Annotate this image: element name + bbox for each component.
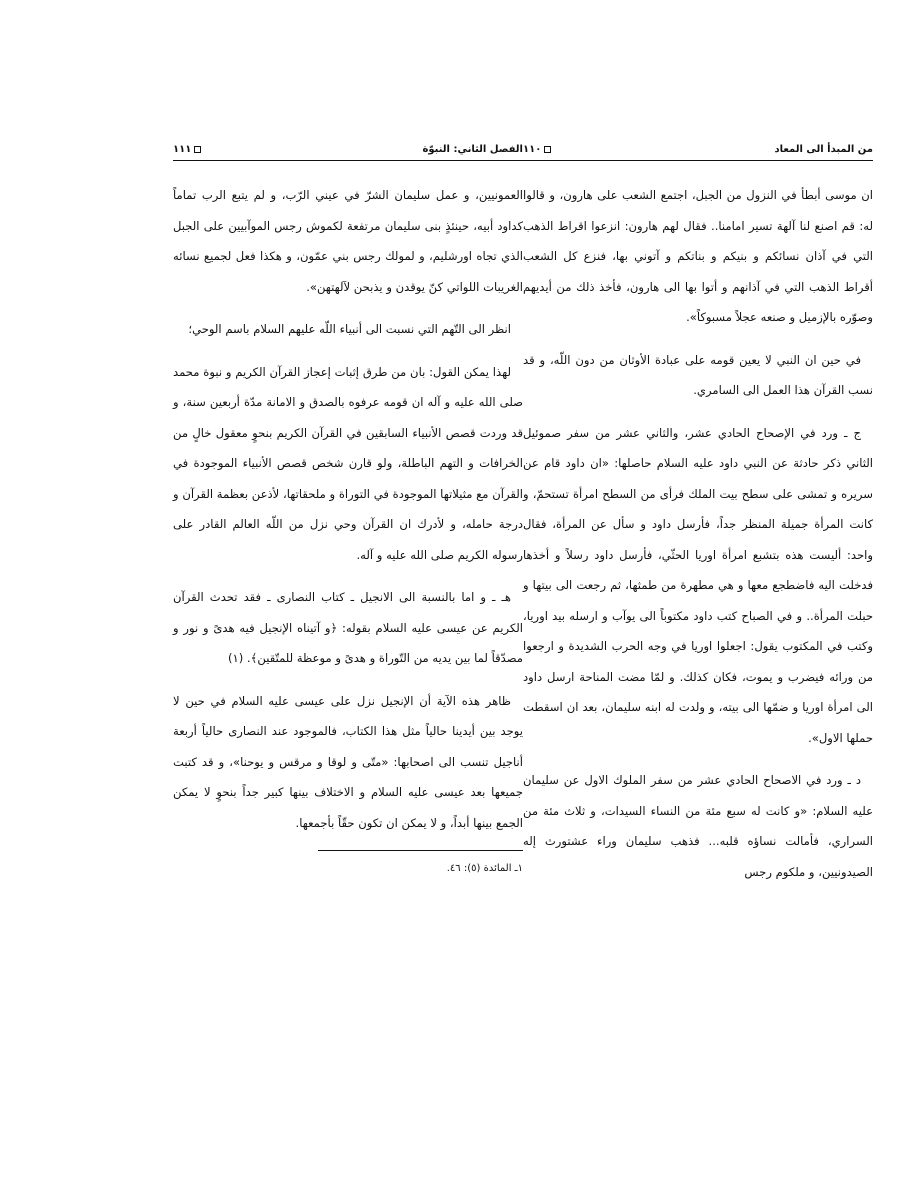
page-number-text: ۱۱۱ [173,143,192,155]
paragraph: في حين ان النبي لا يعين قومه على عبادة الأوثان من دون اللّه، و قد نسب القرآن هذا العمل الى السامري. [523,352,873,397]
page-body [173,180,523,877]
page-header [173,138,523,161]
running-header-title: من المبدأ الى المعاد [774,143,873,155]
square-ornament-icon [544,146,551,153]
page-number-text: ۱۱۰ [523,143,542,155]
paragraph: العمونيين، و عمل سليمان الشرّ في عيني الرّب، و لم يتبع الرب تماماً كداود أبيه، حينئذٍ بنى سليمان مرتفعة لكموش رجس الموآبيين على الجبل الذي تجاه اورشليم، و لمولك رجس بني عمّون، و هكذا فعل لجميع نسائه الغريبات اللواتي كنّ يوقدن و يذبحن لآلهتهن». [173,188,523,294]
page-number [173,144,201,155]
footnote-divider [318,850,523,851]
page-header [523,138,873,161]
page-body [523,180,873,887]
page-number [523,144,551,155]
paragraph: ان موسى أبطأ في النزول من الجبل، اجتمع الشعب على هارون، و قالوا له: قم اصنع لنا آلهة تسير امامنا.. فقال لهم هارون: انزعوا اقراط الذهب التي في آذان نسائكم و بنيكم و بناتكم و آتوني بها، فنزع كل الشعب أقراط الذهب التي في آذانهم و أتوا بها الى هارون، فأخذ ذلك من أيديهم وصوّره بالإزميل و صنعه عجلاً مسبوكاً». [523,188,873,324]
paragraph: لهذا يمكن القول: بان من طرق إثبات إعجاز القرآن الكريم و نبوة محمد صلى الله عليه و آله ان قومه عرفوه بالصدق و الامانة مدّة أربعين سنة، و قد وردت قصص الأنبياء السابقين في القرآن الكريم بنحوٍ معقول خالٍ من الخرافات و التهم الباطلة، ولو قارن شخص قصص الأنبياء الموجودة في القرآن مع مثيلاتها الموجودة في التوراة و ملحقاتها، لأذعن بعظمة القرآن و درجة حامله، و لأدرك ان القرآن وحي نزل من اللّه العالم القادر على رسوله الكريم صلى الله عليه و آله. [173,364,523,562]
running-header-title: الفصل الثاني: النبوّة [422,143,523,155]
paragraph: ج ـ ورد في الإصحاح الحادي عشر، والثاني عشر من سفر صموئيل الثاني ذكر حادثة عن النبي داود عليه السلام حاصلها: «ان داود قام عن سريره و تمشى على سطح بيت الملك فرأى من السطح امرأة تستحمّ، و كانت المرأة جميلة المنظر جداً، فأرسل داود و سأل عن المرأة، فقال واحد: أليست هذه بتشبع امرأة اوريا الحثّي، فأرسل داود رسلاً و أخذها فدخلت اليه فاضطجع معها و هي مطهرة من طمثها، ثم رجعت الى بيتها و حبلت المرأة.. و في الصباح كتب داود مكتوباً الى يوآب و ارسله بيد اوريا، وكتب في المكتوب يقول: اجعلوا اوريا في وجه الحرب الشديدة و ارجعوا من ورائه فيضرب و يموت، فكان كذلك. و لمّا مضت المناحة ارسل داود الى امرأة اوريا و ضمّها الى بيته، و ولدت له ابنه سليمان، بعد ان اسقطت حملها الاول». [523,425,873,745]
paragraph: د ـ ورد في الاصحاح الحادي عشر من سفر الملوك الاول عن سليمان عليه السلام: «و كانت له سبع مئة من النساء السيدات، و ثلاث مئة من السراري، فأمالت نساؤه قلبه... فذهب سليمان وراء عشتورث إله الصيدونيين، و ملكوم رجس [523,773,873,879]
footnote: ١ـ المائدة (٥): ٤٦. [446,863,523,874]
left-page [173,138,523,877]
paragraph: هـ ـ و اما بالنسبة الى الانجيل ـ كتاب النصارى ـ فقد تحدث القرآن الكريم عن عيسى عليه السلام بقوله: ﴿و آتيناه الإنجيل فيه هدىً و نور و مصدّقاً لما بين يديه من التّوراة و هدىً و موعظة للمتّقين﴾. (١) [173,590,523,665]
square-ornament-icon [194,146,201,153]
right-page [523,138,873,899]
paragraph: ظاهر هذه الآية أن الإنجيل نزل على عيسى عليه السلام في حين لا يوجد بين أيدينا حالياً مثل هذا الكتاب، فالموجود عند النصارى حالياً أربعة أناجيل تنسب الى اصحابها: «متّى و لوقا و مرقس و يوحنا»، و قد كتبت جميعها بعد عيسى عليه السلام و الاختلاف بينها كبير جداً بنحوٍ لا يمكن الجمع بينها أبداً، و لا يمكن ان تكون حقّاً بأجمعها. [173,693,523,830]
paragraph: انظر الى التّهم التي نسبت الى أنبياء اللّه عليهم السلام باسم الوحي؛ [188,322,511,336]
